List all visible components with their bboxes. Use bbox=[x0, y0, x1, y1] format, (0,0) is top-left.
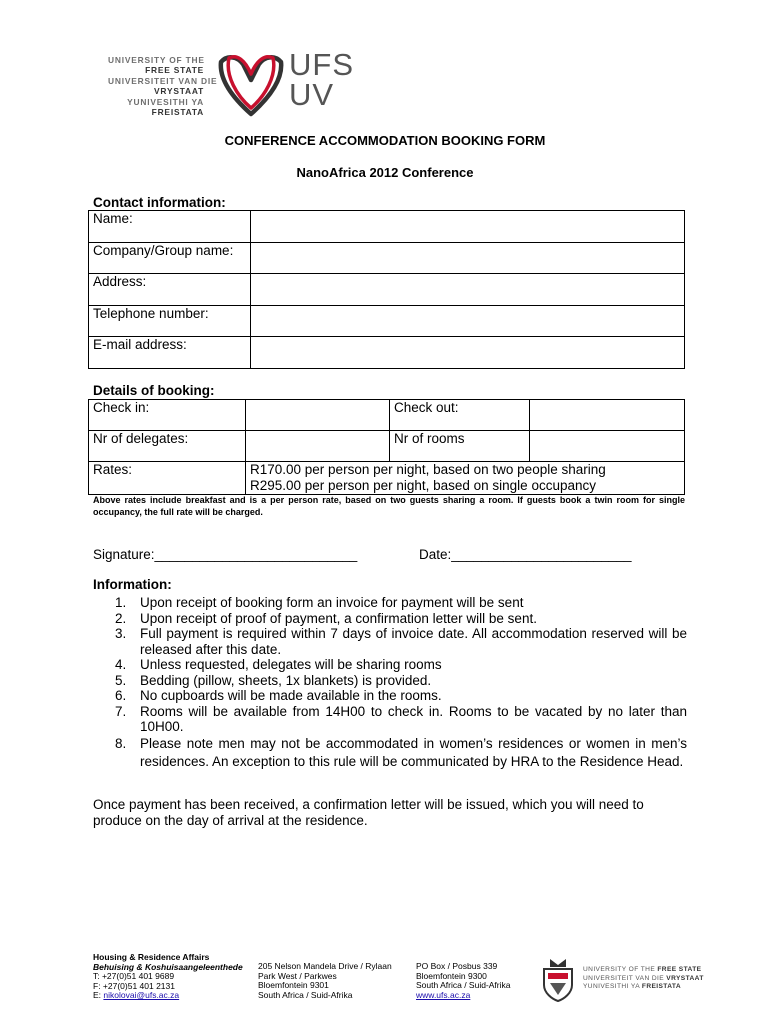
footer-address-line: Bloemfontein 9301 bbox=[258, 980, 329, 990]
footer-address bbox=[258, 962, 392, 1000]
footer-dept-en: Housing & Residence Affairs bbox=[93, 952, 210, 962]
contact-heading: Contact information: bbox=[93, 195, 226, 210]
list-item: 5. Bedding (pillow, sheets, 1x blankets) is provided. bbox=[115, 672, 432, 688]
footer-postal-line: PO Box / Posbus 339 bbox=[416, 961, 498, 971]
list-item: 2. Upon receipt of proof of payment, a confirmation letter will be sent. bbox=[115, 610, 537, 626]
university-name-line: FREE STATE bbox=[145, 65, 204, 76]
form-subtitle: NanoAfrica 2012 Conference bbox=[296, 165, 474, 180]
university-name-line: UNIVERSITY OF THE bbox=[108, 55, 205, 65]
company-label: Company/Group name: bbox=[89, 243, 251, 274]
footer-dept-af: Behuising & Koshuisaangeleenthede bbox=[93, 961, 243, 972]
logo-text-line: UV bbox=[289, 77, 335, 112]
rate-sharing: R170.00 per person per night, based on two people sharing bbox=[250, 462, 606, 477]
footer-university-name: UNIVERSITY OF THE FREE STATE UNIVERSITEIT VAN DIE VRYSTAAT YUNIVESITHI YA FREISTATA bbox=[583, 966, 704, 991]
name-label: Name: bbox=[89, 211, 251, 243]
delegates-label: Nr of delegates: bbox=[89, 431, 246, 462]
university-name-line: YUNIVESITHI YA bbox=[127, 96, 204, 107]
name-field[interactable] bbox=[251, 211, 685, 243]
rates-note: Above rates include breakfast and is a per person rate, based on two guests sharing a room. If guests book a twin room for single occupancy, the full rate will be charged. bbox=[93, 495, 685, 517]
footer-fax: F: +27(0)51 401 2131 bbox=[93, 980, 175, 991]
email-field[interactable] bbox=[251, 337, 685, 369]
list-item: 3. Full payment is required within 7 days of invoice date. All accommodation reserved will be released after this date. bbox=[115, 626, 687, 657]
information-heading: Information: bbox=[93, 577, 172, 592]
university-name-line: UNIVERSITEIT VAN DIE bbox=[108, 75, 218, 86]
rooms-field[interactable] bbox=[530, 431, 685, 462]
footer-contact bbox=[93, 953, 243, 1001]
booking-table bbox=[88, 399, 685, 495]
company-field[interactable] bbox=[251, 243, 685, 274]
rate-single: R295.00 per person per night, based on single occupancy bbox=[250, 478, 596, 493]
footer-email-row: E: nikolovai@ufs.ac.za bbox=[93, 990, 180, 1000]
contact-table bbox=[88, 210, 685, 369]
footer-email-link[interactable]: nikolovai@ufs.ac.za bbox=[103, 990, 180, 1000]
delegates-field[interactable] bbox=[246, 431, 390, 462]
footer-postal-line: South Africa / Suid-Afrika bbox=[416, 980, 511, 990]
footer-address-line: South Africa / Suid-Afrika bbox=[258, 989, 353, 1000]
information-list bbox=[93, 595, 687, 771]
footer-address-line: 205 Nelson Mandela Drive / Rylaan bbox=[258, 961, 392, 971]
form-title: CONFERENCE ACCOMMODATION BOOKING FORM bbox=[224, 133, 546, 148]
footer-website-link[interactable]: www.ufs.ac.za bbox=[416, 989, 471, 1000]
telephone-field[interactable] bbox=[251, 306, 685, 337]
logo-wordmark bbox=[289, 47, 354, 112]
university-crest-icon bbox=[538, 955, 578, 1003]
list-item: 6. No cupboards will be made available in the rooms. bbox=[115, 688, 442, 703]
footer-address-line: Park West / Parkwes bbox=[258, 970, 337, 981]
university-name-block bbox=[108, 55, 218, 118]
address-field[interactable] bbox=[251, 274, 685, 306]
date-line[interactable]: Date:________________________ bbox=[419, 547, 632, 562]
rooms-label: Nr of rooms bbox=[390, 431, 530, 462]
logo-text-line: UFS bbox=[289, 47, 354, 82]
address-label: Address: bbox=[89, 274, 251, 306]
footer-postal bbox=[416, 962, 511, 1000]
ufs-logo-icon bbox=[215, 50, 287, 122]
university-name-line: FREISTATA bbox=[151, 107, 204, 118]
booking-heading: Details of booking: bbox=[93, 383, 215, 398]
list-item: 4. Unless requested, delegates will be sharing rooms bbox=[115, 657, 442, 672]
rates-value bbox=[246, 462, 685, 495]
rates-label: Rates: bbox=[89, 462, 246, 495]
closing-paragraph: Once payment has been received, a confirmation letter will be issued, which you will need to produce on the day of arrival at the residence. bbox=[93, 797, 644, 828]
check-out-label: Check out: bbox=[390, 400, 530, 431]
check-out-field[interactable] bbox=[530, 400, 685, 431]
footer-telephone: T: +27(0)51 401 9689 bbox=[93, 971, 175, 981]
list-item: 7. Rooms will be available from 14H00 to check in. Rooms to be vacated by no later than 10H00. bbox=[115, 703, 687, 734]
telephone-label: Telephone number: bbox=[89, 306, 251, 337]
signature-line[interactable]: Signature:___________________________ bbox=[93, 547, 358, 562]
list-item: 1. Upon receipt of booking form an invoice for payment will be sent bbox=[115, 595, 524, 610]
list-item: 8. Please note men may not be accommodated in women’s residences or women in men’s residences. An exception to this rule will be communicated by HRA to the Residence Head. bbox=[115, 735, 687, 769]
footer-postal-line: Bloemfontein 9300 bbox=[416, 970, 487, 981]
university-name-line: VRYSTAAT bbox=[154, 86, 204, 97]
check-in-label: Check in: bbox=[89, 400, 246, 431]
check-in-field[interactable] bbox=[246, 400, 390, 431]
email-label: E-mail address: bbox=[89, 337, 251, 369]
